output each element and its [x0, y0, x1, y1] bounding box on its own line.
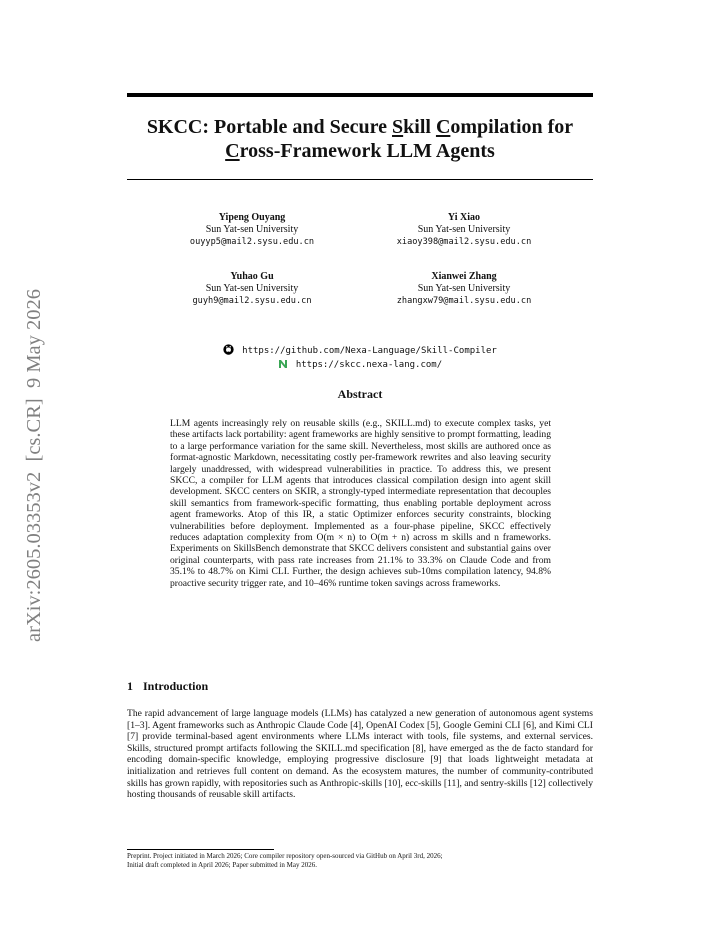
introduction-body: The rapid advancement of large language models (LLMs) has catalyzed a new generation of autonomous agent systems [1–3]. Agent frameworks such as Anthropic Claude Code [4], OpenAI Codex [5], Google Gemini CLI [6], and Kimi CLI [7] provide terminal-based agent environments where LLMs interact with tools, file systems, and external services. Skills, structured prompt artifacts following the SKILL.md specification [8], have emerged as the de facto standard for encoding domain-specific knowledge, employing progressive disclosure [9] that loads lightweight metadata at initialization and retrieves full content on demand. As the ecosystem matures, the number of community-contributed skills has grown rapidly, with repositories such as Anthropic-skills [10], ecc-skills [11], and sentry-skills [12] collectively hosting thousands of reusable skill artifacts. — [127, 708, 593, 801]
author-affiliation: Sun Yat-sen University — [417, 283, 511, 294]
footnote-line-1: Preprint. Project initiated in March 2026; Core compiler repository open-sourced via GitHub on April 3rd, 2026; — [127, 852, 443, 860]
author-block-2 — [344, 212, 584, 248]
website-link-row — [127, 359, 593, 373]
author-email[interactable]: xiaoy398@mail2.sysu.edu.cn — [396, 237, 532, 247]
title-line-1: SKCC: Portable and Secure Skill Compilation for — [146, 116, 574, 138]
author-email[interactable]: ouyyp5@mail2.sysu.edu.cn — [189, 237, 315, 247]
author-name: Yuhao Gu — [230, 271, 274, 282]
title-bottom-rule — [127, 179, 593, 180]
title-top-rule — [127, 93, 593, 97]
nexa-logo-icon — [278, 359, 288, 373]
section-title: Introduction — [143, 679, 209, 693]
footnote-rule — [127, 849, 274, 850]
author-name: Yipeng Ouyang — [218, 212, 286, 223]
section-number: 1 — [127, 679, 133, 693]
author-email[interactable]: guyh9@mail2.sysu.edu.cn — [192, 296, 312, 306]
author-block-3 — [132, 271, 372, 307]
abstract-heading: Abstract — [337, 387, 383, 401]
author-name: Xianwei Zhang — [431, 271, 497, 282]
author-affiliation: Sun Yat-sen University — [205, 224, 299, 235]
author-affiliation: Sun Yat-sen University — [417, 224, 511, 235]
github-link[interactable]: https://github.com/Nexa-Language/Skill-Compiler — [242, 346, 497, 356]
arxiv-identifier-stamp — [20, 262, 48, 642]
arxiv-stamp-text: arXiv:2605.03353v2 [cs.CR] 9 May 2026 — [23, 288, 45, 642]
section-heading — [127, 679, 208, 694]
author-block-1 — [132, 212, 372, 248]
website-link[interactable]: https://skcc.nexa-lang.com/ — [295, 360, 443, 370]
title-line-2: Cross-Framework LLM Agents — [225, 140, 495, 162]
abstract-body: LLM agents increasingly rely on reusable skills (e.g., SKILL.md) to execute complex tasks, yet these artifacts lack portability: agent frameworks are highly sensitive to prompt formatting, leading to a large performance variation for the same skill. Nevertheless, most skills are authored once as format-agnostic Markdown, necessitating costly per-framework rewrites and also leaving security largely unaddressed, with widespread vulnerabilities in practice. To address this, we present SKCC, a compiler for LLM agents that introduces classical compilation design into agent skill development. SKCC centers on SKIR, a strongly-typed intermediate representation that decouples skill semantics from framework-specific formatting, thus enabling portable deployment across agent frameworks. Atop of this IR, a static Optimizer enforces security constraints, blocking vulnerabilities before deployment. Implemented as a four-phase pipeline, SKCC effectively reduces adaptation complexity from O(m × n) to O(m + n) across m skills and n frameworks. Experiments on SkillsBench demonstrate that SKCC delivers consistent and substantial gains over original counterparts, with pass rate increases from 21.1% to 33.3% on Claude Code and from 35.1% to 48.7% on Kimi CLI. Further, the design achieves sub-10ms compilation latency, 94.8% proactive security trigger rate, and 10–46% runtime token savings across frameworks. — [170, 418, 551, 589]
footnote-line-2: Initial draft completed in April 2026; Paper submitted in May 2026. — [127, 861, 317, 869]
github-link-row — [127, 344, 593, 359]
author-name: Yi Xiao — [447, 212, 481, 223]
author-affiliation: Sun Yat-sen University — [205, 283, 299, 294]
project-links — [127, 344, 593, 373]
paper-title — [127, 115, 593, 163]
footnote — [127, 852, 593, 870]
author-email[interactable]: zhangxw79@mail.sysu.edu.cn — [396, 296, 532, 306]
author-block-4 — [344, 271, 584, 307]
github-icon — [223, 344, 234, 359]
